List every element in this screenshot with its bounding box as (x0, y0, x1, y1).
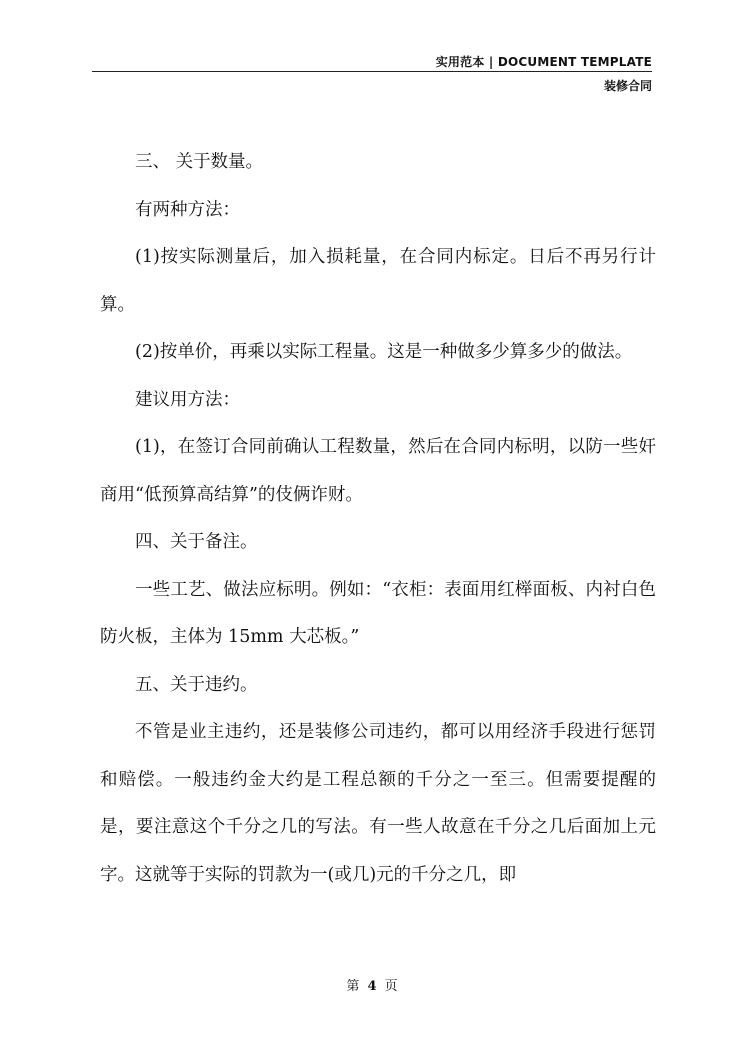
paragraph: (1)，在签订合同前确认工程数量，然后在合同内标明，以防一些奸商用“低预算高结算”的伎俩诈财。 (100, 437, 656, 505)
paragraph: 不管是业主违约，还是装修公司违约，都可以用经济手段进行惩罚和赔偿。一般违约金大约是工程总额的千分之一至三。但需要提醒的是，要注意这个千分之几的写法。有一些人故意在千分之几后面加上元字。这就等于实际的罚款为一(或几)元的千分之几，即 (100, 722, 656, 885)
section-heading-quantity: 三、 关于数量。 (135, 152, 264, 172)
section-heading-notes: 四、关于备注。 (135, 532, 258, 552)
paragraph: 建议用方法： (135, 389, 240, 410)
footer-prefix: 第 (346, 979, 360, 994)
document-body (100, 139, 656, 899)
header-title: 实用范本 | DOCUMENT TEMPLATE (435, 55, 652, 69)
paragraph: (1)按实际测量后，加入损耗量，在合同内标定。日后不再另行计算。 (100, 247, 656, 315)
paragraph: 有两种方法： (135, 199, 240, 220)
footer-suffix: 页 (384, 979, 398, 994)
page-number: 4 (367, 979, 377, 994)
header-divider (92, 71, 652, 72)
section-heading-breach: 五、关于违约。 (135, 674, 258, 695)
paragraph: 一些工艺、做法应标明。例如：“衣柜：表面用红榉面板、内衬白色防火板，主体为 15mm 大芯板。” (100, 579, 656, 647)
header-subtitle: 装修合同 (603, 79, 652, 93)
page-footer (0, 975, 744, 994)
paragraph: (2)按单价，再乘以实际工程量。这是一种做多少算多少的做法。 (135, 342, 633, 362)
